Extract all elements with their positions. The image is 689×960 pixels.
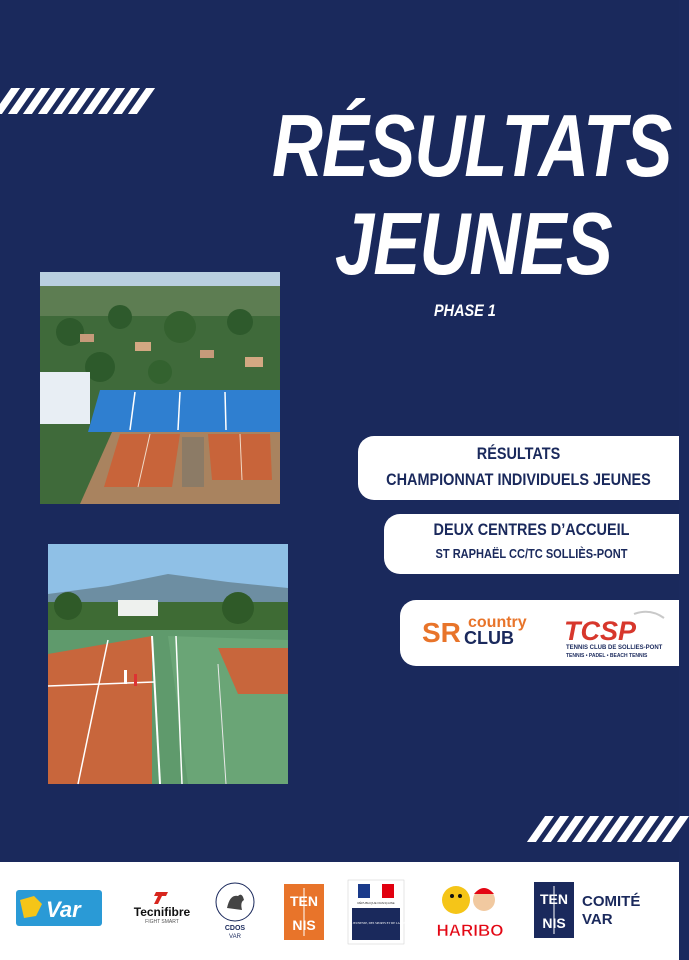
ministere-sports-logo	[326, 880, 426, 944]
var-department-logo	[16, 890, 102, 926]
svg-text:TEN: TEN	[290, 893, 318, 909]
svg-text:NIS: NIS	[292, 917, 316, 933]
svg-text:HARIBO: HARIBO	[436, 921, 504, 940]
clay-courts-photo	[48, 544, 288, 784]
decorative-stripes-top	[2, 88, 146, 114]
svg-text:TCSP: TCSP	[564, 616, 637, 646]
svg-text:NIS: NIS	[542, 915, 566, 931]
cdos-var-logo	[212, 880, 258, 940]
svg-text:TEN: TEN	[540, 891, 568, 907]
svg-text:FIGHT SMART: FIGHT SMART	[145, 919, 179, 925]
title-line-2: JEUNES	[335, 194, 612, 293]
decorative-stripes-bottom	[536, 816, 680, 842]
svg-text:country: country	[468, 614, 527, 631]
comite-var-tennis-logo	[534, 882, 662, 938]
svg-text:VAR: VAR	[229, 934, 241, 940]
svg-text:CDOS: CDOS	[224, 925, 246, 932]
title-line-1: RÉSULTATS	[272, 96, 672, 195]
venues-banner	[384, 514, 679, 574]
sr-country-club-logo	[422, 612, 552, 648]
svg-text:COMITÉ: COMITÉ	[582, 893, 641, 910]
svg-text:Var: Var	[46, 897, 81, 922]
svg-text:TENNIS • PADEL • BEACH TENNIS: TENNIS • PADEL • BEACH TENNIS	[566, 653, 648, 659]
tecnifibre-logo	[130, 890, 194, 926]
results-banner	[358, 436, 679, 500]
svg-text:TENNIS CLUB DE SOLLIES-PONT: TENNIS CLUB DE SOLLIES-PONT	[566, 645, 663, 651]
venues-heading: DEUX CENTRES D’ACCUEIL	[433, 520, 630, 539]
svg-text:Tecnifibre: Tecnifibre	[133, 905, 191, 919]
venues-names: ST RAPHAËL CC/TC SOLLIÈS-PONT	[435, 546, 628, 561]
results-heading: RÉSULTATS	[476, 444, 561, 463]
tcsp-logo	[564, 608, 672, 660]
svg-text:MINISTÈRE DE LA JEUNESSE, DES: MINISTÈRE DE LA JEUNESSE, DES SPORTS ET DE LA VIE ASSOCIATIVE	[326, 921, 426, 925]
svg-text:RÉPUBLIQUE FRANÇAISE: RÉPUBLIQUE FRANÇAISE	[357, 901, 395, 905]
sponsors-bar	[0, 862, 679, 960]
phase-label: PHASE 1	[434, 301, 496, 320]
fft-tennis-logo	[284, 884, 324, 940]
club-logos-banner	[400, 600, 679, 666]
championship-label: CHAMPIONNAT INDIVIDUELS JEUNES	[386, 470, 651, 489]
svg-text:SR: SR	[422, 617, 461, 648]
aerial-courts-photo	[40, 272, 280, 504]
svg-text:CLUB: CLUB	[464, 628, 514, 648]
haribo-logo	[430, 882, 510, 942]
svg-text:VAR: VAR	[582, 911, 613, 928]
